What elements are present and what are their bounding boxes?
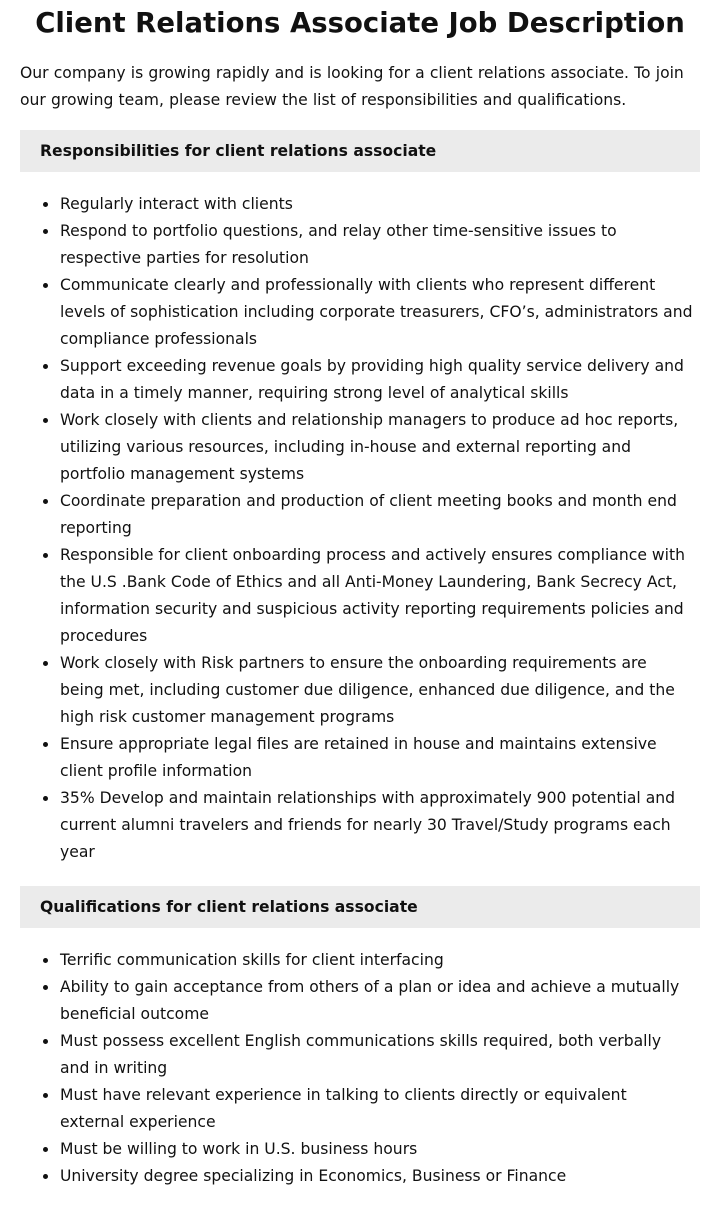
responsibility-item: 35% Develop and maintain relationships with approximately 900 potential and current alumni travelers and friends for nearly 30 Travel/Study programs each year: [60, 785, 700, 866]
responsibility-item: Responsible for client onboarding process and actively ensures compliance with the U.S .Bank Code of Ethics and all Anti-Money Laundering, Bank Secrecy Act, information security and suspicious activity reporting requirements policies and procedures: [60, 542, 700, 650]
qualification-item: Ability to gain acceptance from others of a plan or idea and achieve a mutually beneficial outcome: [60, 974, 700, 1028]
qualification-item: Must possess excellent English communications skills required, both verbally and in writing: [60, 1028, 700, 1082]
responsibilities-list: [20, 191, 700, 866]
responsibility-item: Work closely with Risk partners to ensure the onboarding requirements are being met, including customer due diligence, enhanced due diligence, and the high risk customer management programs: [60, 650, 700, 731]
qualification-item: Must be willing to work in U.S. business hours: [60, 1136, 700, 1163]
responsibility-item: Respond to portfolio questions, and relay other time-sensitive issues to respective parties for resolution: [60, 218, 700, 272]
responsibility-item: Work closely with clients and relationship managers to produce ad hoc reports, utilizing various resources, including in-house and external reporting and portfolio management systems: [60, 407, 700, 488]
responsibility-item: Regularly interact with clients: [60, 191, 700, 218]
qualification-item: Must have relevant experience in talking to clients directly or equivalent external experience: [60, 1082, 700, 1136]
intro-paragraph: Our company is growing rapidly and is looking for a client relations associate. To join our growing team, please review the list of responsibilities and qualifications.: [20, 64, 684, 109]
page-title: Client Relations Associate Job Description: [35, 7, 685, 39]
responsibility-item: Coordinate preparation and production of client meeting books and month end reporting: [60, 488, 700, 542]
qualification-item: University degree specializing in Economics, Business or Finance: [60, 1163, 700, 1190]
qualifications-heading: Qualifications for client relations associate: [20, 886, 700, 928]
responsibility-item: Ensure appropriate legal files are retained in house and maintains extensive client profile information: [60, 731, 700, 785]
responsibilities-heading: Responsibilities for client relations associate: [20, 130, 700, 172]
responsibility-item: Communicate clearly and professionally with clients who represent different levels of sophistication including corporate treasurers, CFO’s, administrators and compliance professionals: [60, 272, 700, 353]
responsibility-item: Support exceeding revenue goals by providing high quality service delivery and data in a timely manner, requiring strong level of analytical skills: [60, 353, 700, 407]
qualifications-list: [20, 947, 700, 1190]
qualification-item: Terrific communication skills for client interfacing: [60, 947, 700, 974]
